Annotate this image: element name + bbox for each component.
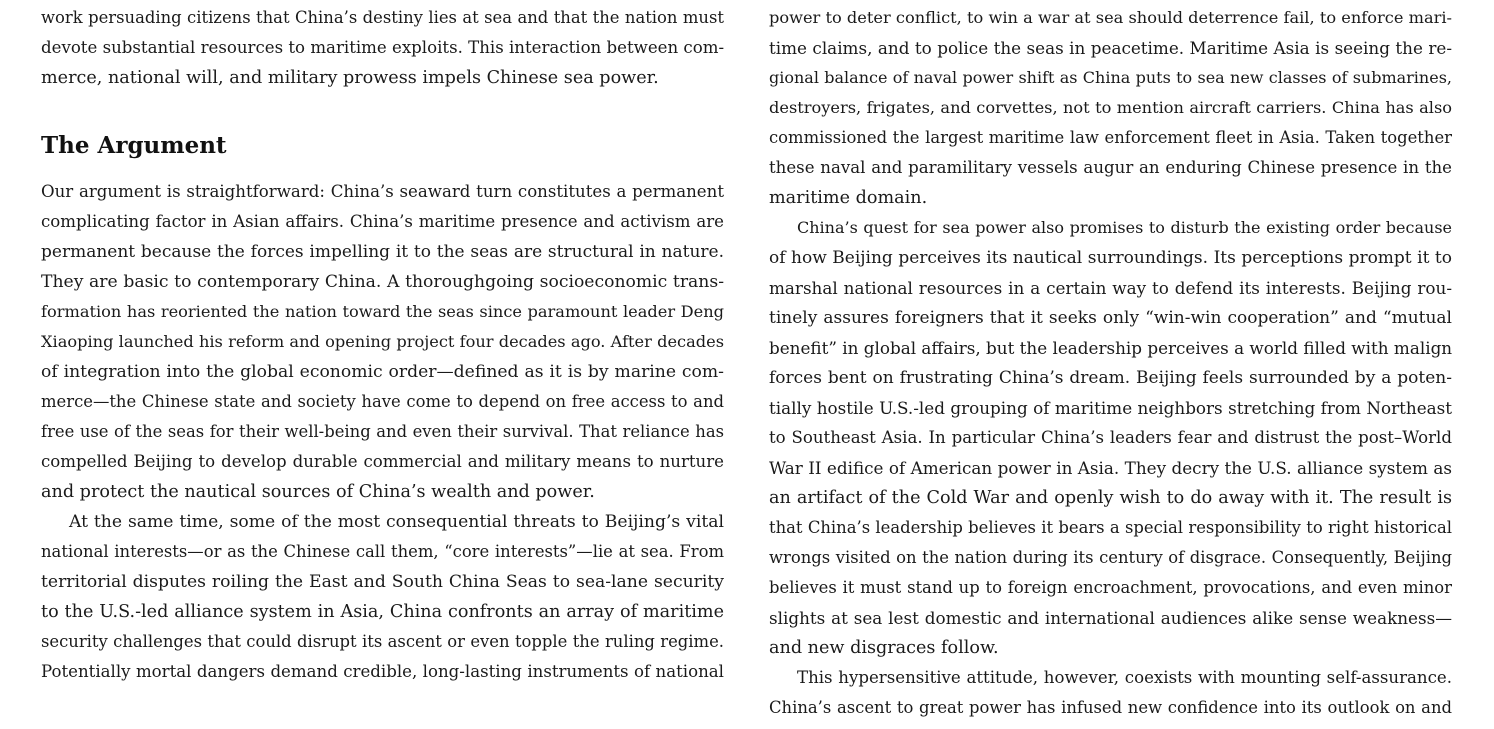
argument-paragraph-2 xyxy=(41,507,724,687)
text-line: They are basic to contemporary China. A thoroughgoing socioeconomic trans- xyxy=(41,272,724,292)
text-line: maritime domain. xyxy=(769,188,928,208)
text-line: formation has reoriented the nation toward the seas since paramount leader Deng xyxy=(41,302,724,321)
text-line: China’s quest for sea power also promises to disturb the existing order because xyxy=(797,218,1452,237)
text-line: free use of the seas for their well-being and even their survival. That reliance has xyxy=(41,422,724,441)
text-line: wrongs visited on the nation during its century of disgrace. Consequently, Beijing xyxy=(769,548,1452,567)
left-column xyxy=(41,3,724,687)
text-line: complicating factor in Asian affairs. China’s maritime presence and activism are xyxy=(41,212,724,231)
text-line: benefit” in global affairs, but the leadership perceives a world filled with malign xyxy=(769,338,1452,358)
text-line: to the U.S.-led alliance system in Asia, China confronts an array of maritime xyxy=(41,602,724,622)
text-line: marshal national resources in a certain way to defend its interests. Beijing rou- xyxy=(769,278,1452,298)
text-line: merce, national will, and military prowess impels Chinese sea power. xyxy=(41,68,659,88)
text-line: these naval and paramilitary vessels augur an enduring Chinese presence in the xyxy=(769,158,1452,177)
text-line: merce—the Chinese state and society have come to depend on free access to and xyxy=(41,392,724,411)
text-line: of integration into the global economic order—defined as it is by marine com- xyxy=(41,362,724,382)
text-line: At the same time, some of the most consequential threats to Beijing’s vital xyxy=(69,512,724,532)
text-line: and new disgraces follow. xyxy=(769,638,999,658)
text-line: War II edifice of American power in Asia. They decry the U.S. alliance system as xyxy=(769,458,1452,478)
text-line: Potentially mortal dangers demand credible, long-lasting instruments of national xyxy=(41,662,724,681)
text-line: Our argument is straightforward: China’s seaward turn constitutes a permanent xyxy=(41,182,724,201)
text-line: territorial disputes roiling the East and South China Seas to sea-lane security xyxy=(41,572,724,592)
right-paragraph-1 xyxy=(769,3,1452,213)
text-line: believes it must stand up to foreign encroachment, provocations, and even minor xyxy=(769,578,1452,597)
text-line: gional balance of naval power shift as China puts to sea new classes of submarines, xyxy=(769,68,1452,87)
text-line: forces bent on frustrating China’s dream. Beijing feels surrounded by a poten- xyxy=(769,368,1452,388)
section-heading: The Argument xyxy=(41,132,227,159)
right-paragraph-2 xyxy=(769,213,1452,663)
text-line: and protect the nautical sources of China’s wealth and power. xyxy=(41,482,595,502)
text-line: that China’s leadership believes it bears a special responsibility to right historical xyxy=(769,518,1452,537)
text-line: an artifact of the Cold War and openly wish to do away with it. The result is xyxy=(769,488,1452,508)
text-line: tinely assures foreigners that it seeks only “win-win cooperation” and “mutual xyxy=(769,308,1452,328)
text-line: security challenges that could disrupt its ascent or even topple the ruling regime. xyxy=(41,632,724,651)
text-line: to Southeast Asia. In particular China’s leaders fear and distrust the post–World xyxy=(769,428,1452,447)
intro-paragraph xyxy=(41,3,724,93)
right-column xyxy=(769,3,1452,723)
text-line: Xiaoping launched his reform and opening project four decades ago. After decades xyxy=(41,332,724,351)
text-line: commissioned the largest maritime law enforcement fleet in Asia. Taken together xyxy=(769,128,1452,147)
argument-paragraph-1 xyxy=(41,177,724,507)
text-line: devote substantial resources to maritime exploits. This interaction between com- xyxy=(41,38,724,57)
text-line: of how Beijing perceives its nautical surroundings. Its perceptions prompt it to xyxy=(769,248,1452,268)
text-line: This hypersensitive attitude, however, coexists with mounting self-assurance. xyxy=(797,668,1452,687)
text-line: work persuading citizens that China’s destiny lies at sea and that the nation must xyxy=(41,8,724,27)
text-line: China’s ascent to great power has infused new confidence into its outlook on and xyxy=(769,698,1452,717)
text-line: power to deter conflict, to win a war at sea should deterrence fail, to enforce mari- xyxy=(769,8,1452,27)
text-line: national interests—or as the Chinese call them, “core interests”—lie at sea. From xyxy=(41,542,724,561)
text-line: permanent because the forces impelling it to the seas are structural in nature. xyxy=(41,242,724,262)
text-line: destroyers, frigates, and corvettes, not to mention aircraft carriers. China has also xyxy=(769,98,1452,117)
right-paragraph-3 xyxy=(769,663,1452,723)
text-line: slights at sea lest domestic and international audiences alike sense weakness— xyxy=(769,608,1452,628)
text-line: compelled Beijing to develop durable commercial and military means to nurture xyxy=(41,452,724,471)
text-line: time claims, and to police the seas in peacetime. Maritime Asia is seeing the re- xyxy=(769,38,1452,58)
text-line: tially hostile U.S.-led grouping of maritime neighbors stretching from Northeast xyxy=(769,398,1452,418)
